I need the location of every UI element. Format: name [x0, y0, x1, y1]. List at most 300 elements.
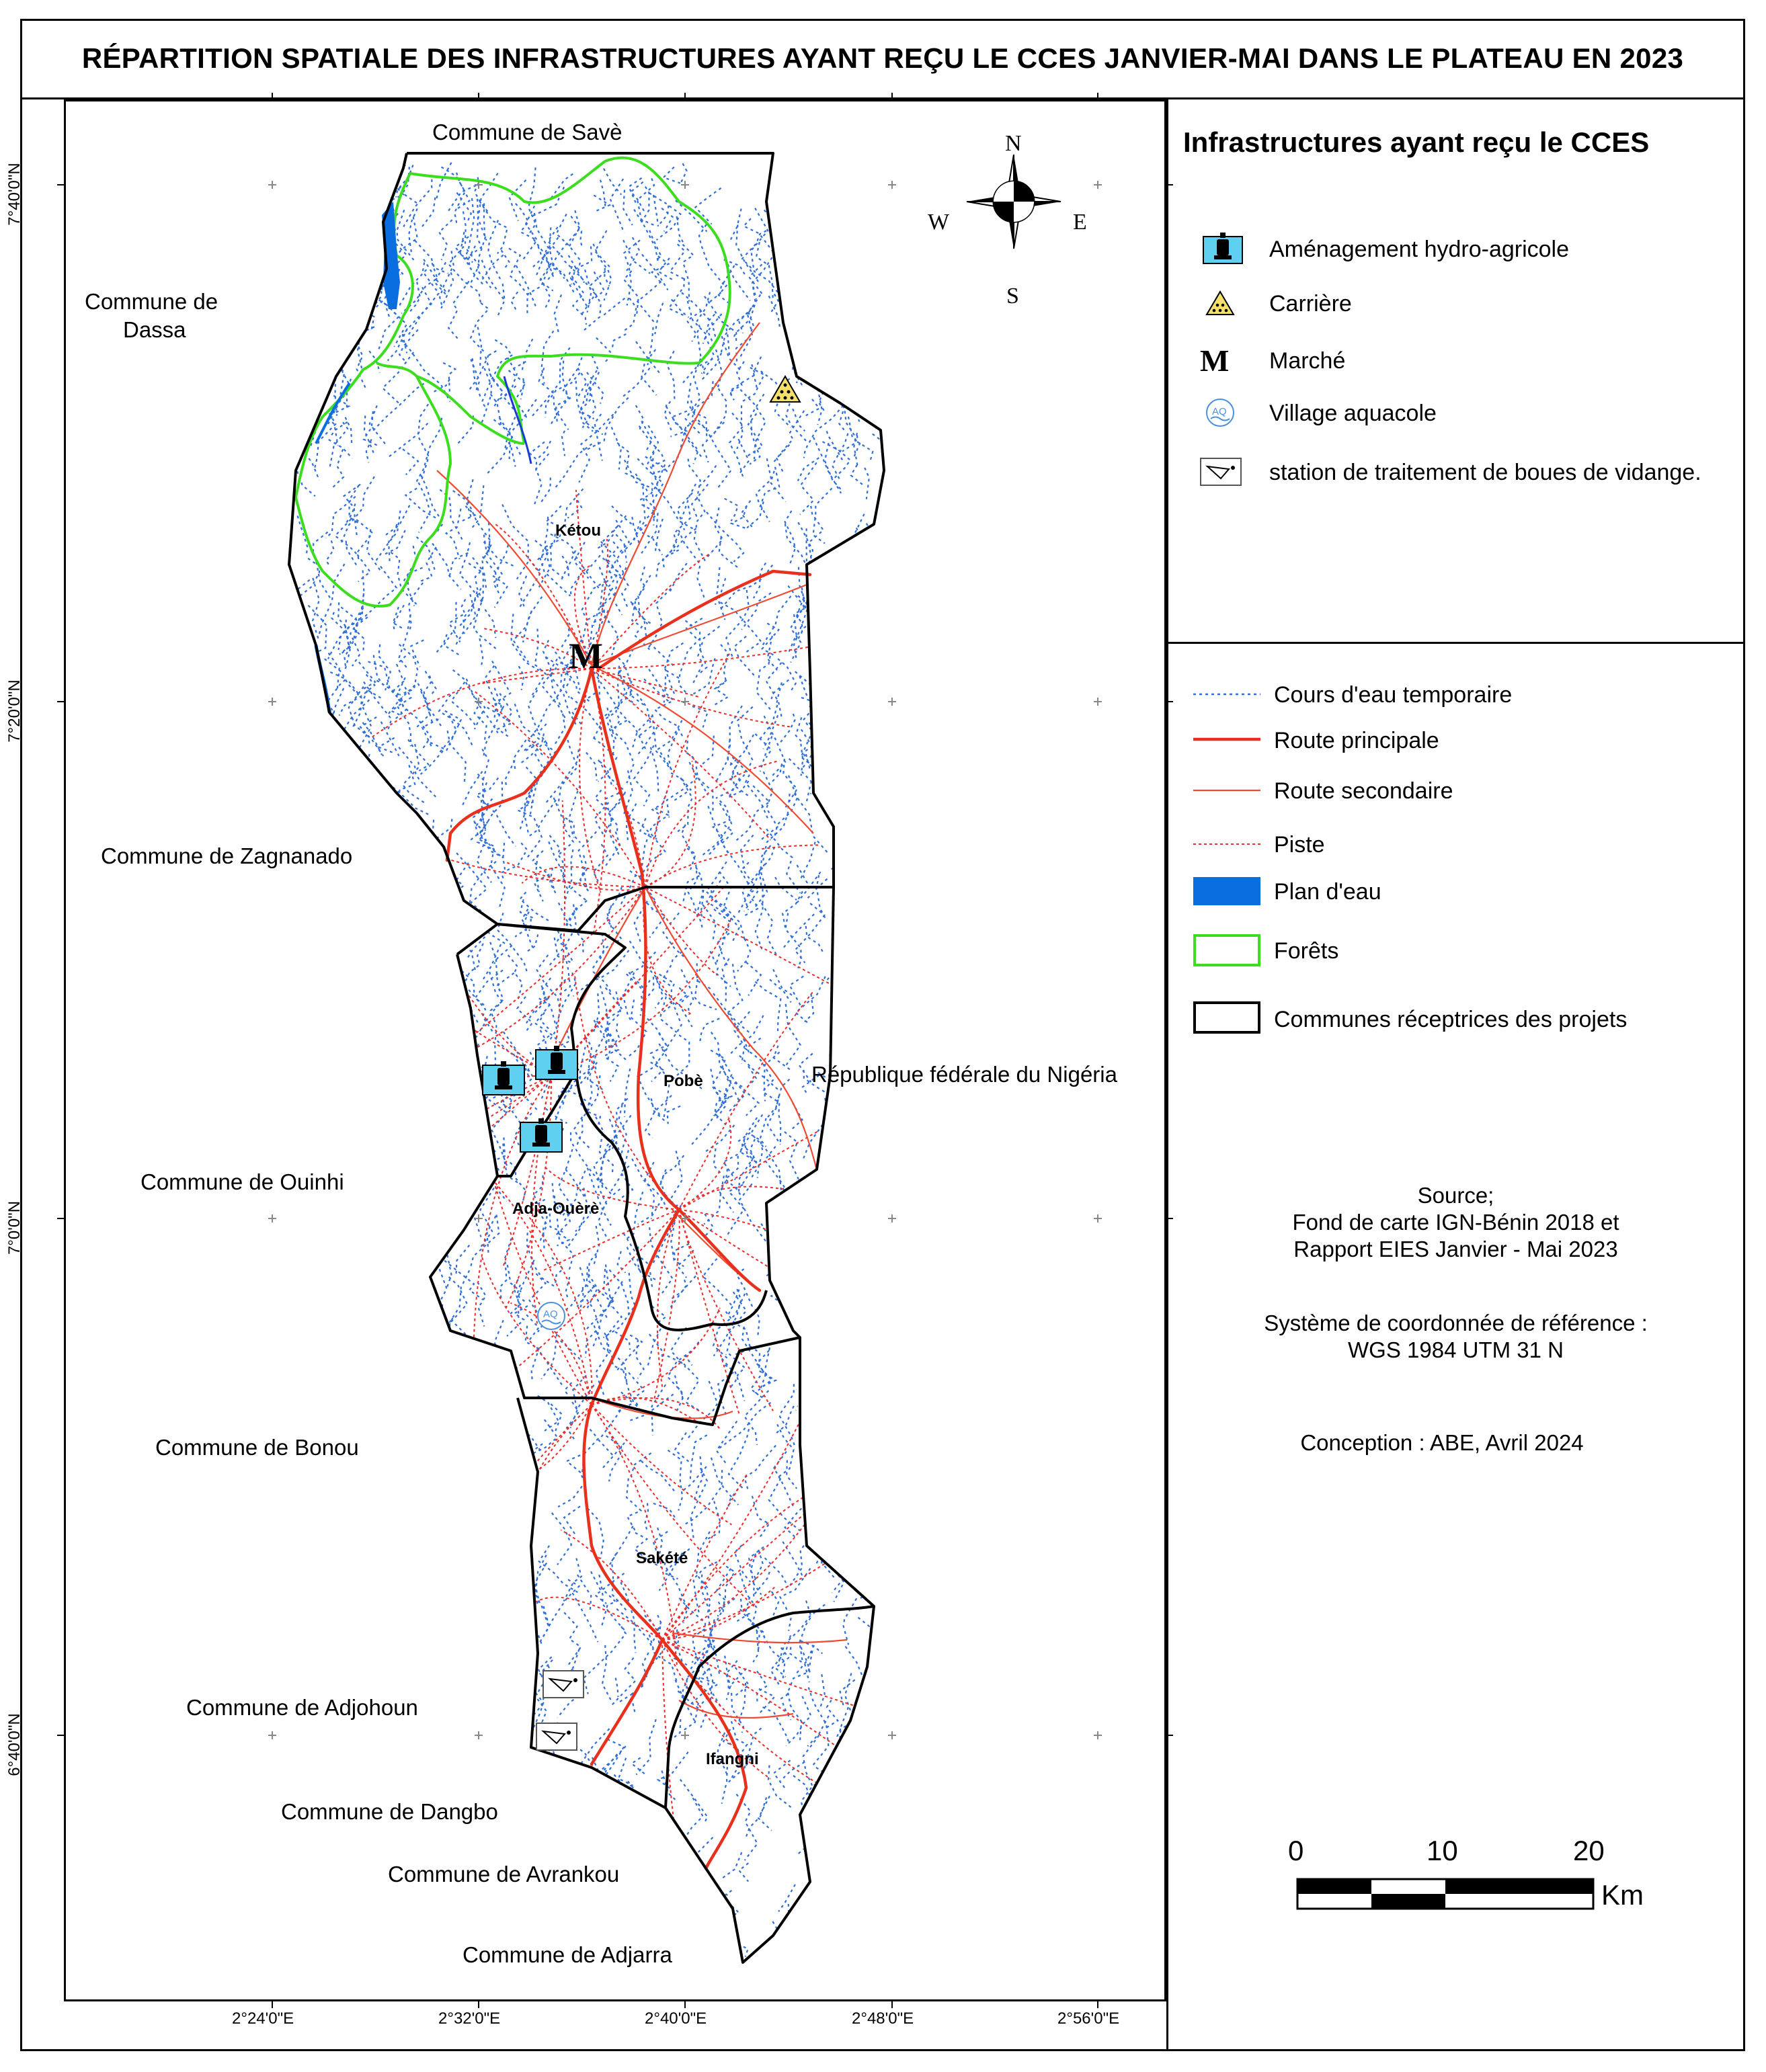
- conception: Conception : ABE, Avril 2024: [1300, 1430, 1584, 1455]
- lat-label-7-20: 7°20'0"N: [5, 679, 24, 743]
- stream-segment: [632, 1872, 653, 1903]
- stream-segment: [817, 270, 844, 304]
- stream-segment: [292, 362, 305, 401]
- stream-segment: [800, 1405, 819, 1446]
- stream-segment: [858, 684, 880, 746]
- stream-segment: [796, 1261, 823, 1332]
- stream-segment: [321, 755, 349, 811]
- stream-segment: [391, 823, 408, 858]
- stream-segment: [315, 165, 337, 223]
- stream-segment: [824, 175, 832, 194]
- stream-segment: [463, 1375, 499, 1433]
- stream-segment: [327, 233, 353, 289]
- crs-line2: WGS 1984 UTM 31 N: [1348, 1337, 1564, 1362]
- stream-segment: [807, 1400, 824, 1424]
- stream-segment: [837, 329, 856, 367]
- stream-segment: [851, 1844, 867, 1899]
- lat-label-7-40: 7°40'0"N: [5, 163, 24, 226]
- stream-segment: [813, 587, 830, 640]
- stream-segment: [834, 247, 840, 281]
- source-line2: Fond de carte IGN-Bénin 2018 et: [1292, 1210, 1619, 1235]
- stream-segment: [278, 209, 298, 249]
- legend-label-secondary-road: Route secondaire: [1274, 778, 1453, 804]
- stream-segment: [832, 284, 839, 308]
- stream-segment: [825, 1768, 840, 1820]
- stream-segment: [821, 1924, 858, 1976]
- north-arrow-s: S: [1006, 284, 1019, 308]
- stream-segment: [419, 985, 444, 1039]
- stream-segment: [871, 735, 881, 794]
- graticule-cross: [1094, 1731, 1102, 1739]
- stream-segment: [803, 1336, 813, 1375]
- label-commune-bonou: Commune de Bonou: [155, 1435, 359, 1460]
- legend-label-quarry: Carrière: [1269, 291, 1352, 317]
- stream-segment: [809, 1234, 811, 1278]
- stream-segment: [368, 181, 378, 212]
- aquaculture-label: AQ: [1212, 406, 1227, 417]
- legend-label-water: Plan d'eau: [1274, 879, 1381, 905]
- sludge-station-icon: [543, 1671, 584, 1698]
- north-arrow-n: N: [1005, 131, 1022, 156]
- stream-segment: [468, 1376, 485, 1398]
- graticule-cross: [888, 181, 896, 189]
- stream-segment: [313, 813, 326, 839]
- stream-segment: [719, 1957, 745, 2014]
- stream-segment: [840, 787, 850, 812]
- stream-segment: [278, 702, 302, 722]
- stream-segment: [815, 1391, 826, 1428]
- lon-label-2-24: 2°24'0"E: [232, 2009, 294, 2028]
- lon-label-2-48: 2°48'0"E: [852, 2009, 914, 2028]
- stream-segment: [821, 292, 834, 332]
- stream-segment: [301, 163, 325, 192]
- stream-segment: [831, 645, 880, 691]
- quarry-icon: [1207, 292, 1234, 315]
- stream-segment: [867, 216, 883, 303]
- stream-segment: [318, 341, 335, 382]
- stream-segment: [844, 339, 860, 384]
- stream-segment: [323, 249, 327, 300]
- stream-segment: [553, 1884, 571, 1935]
- stream-segment: [321, 282, 346, 312]
- legend-water-swatch: [1193, 877, 1260, 905]
- stream-segment: [798, 1903, 828, 1930]
- stream-segment: [793, 1313, 813, 1359]
- stream-segment: [868, 683, 881, 724]
- stream-segment: [320, 235, 350, 284]
- stream-segment: [849, 1723, 872, 1776]
- stream-segment: [821, 604, 840, 640]
- label-ketou: Kétou: [555, 522, 601, 540]
- stream-segment: [456, 1177, 467, 1209]
- stream-segment: [835, 321, 849, 370]
- north-arrow: [967, 155, 1061, 249]
- stream-segment: [311, 897, 337, 943]
- stream-segment: [841, 763, 858, 802]
- label-commune-dassa-line2: Dassa: [123, 317, 186, 342]
- label-adja-ouere: Adja-Ouèrè: [512, 1200, 600, 1218]
- market-icon: M: [1200, 343, 1230, 378]
- scale-unit: Km: [1601, 1879, 1644, 1911]
- stream-segment: [546, 1773, 562, 1828]
- graticule-cross: [268, 1731, 276, 1739]
- stream-segment: [840, 895, 862, 943]
- stream-segment: [828, 1260, 857, 1312]
- stream-segment: [431, 1184, 441, 1231]
- stream-segment: [292, 356, 313, 397]
- stream-segment: [697, 1961, 715, 2013]
- stream-segment: [812, 571, 828, 595]
- lon-label-2-40: 2°40'0"E: [645, 2009, 707, 2028]
- stream-segment: [795, 276, 816, 308]
- stream-segment: [858, 1933, 871, 1971]
- stream-segment: [582, 1770, 606, 1817]
- stream-segment: [858, 583, 873, 620]
- map-title: RÉPARTITION SPATIALE DES INFRASTRUCTURES AYANT REÇU LE CCES JANVIER-MAI DANS LE PLATEAU EN 2023: [81, 42, 1684, 74]
- scale-bar: [1297, 1879, 1593, 1909]
- market-icon: M: [569, 636, 603, 676]
- stream-segment: [805, 289, 819, 316]
- label-commune-dassa-line1: Commune de: [85, 289, 218, 314]
- stream-segment: [854, 563, 867, 585]
- stream-segment: [303, 766, 312, 816]
- label-sakete: Sakété: [636, 1549, 688, 1567]
- stream-segment: [789, 317, 804, 347]
- stream-segment: [346, 879, 361, 911]
- stream-segment: [320, 192, 348, 249]
- stream-segment: [313, 863, 334, 919]
- stream-segment: [854, 1943, 862, 1971]
- stream-segment: [713, 1956, 727, 1983]
- stream-segment: [806, 323, 838, 378]
- stream-segment: [424, 948, 440, 973]
- stream-segment: [380, 890, 395, 924]
- label-commune-adjohoun: Commune de Adjohoun: [186, 1695, 418, 1720]
- stream-segment: [434, 1101, 453, 1169]
- hydro-agricole-icon: [536, 1046, 577, 1079]
- stream-segment: [833, 811, 858, 851]
- stream-segment: [314, 882, 334, 932]
- stream-segment: [547, 1907, 568, 1928]
- stream-segment: [698, 1940, 702, 1975]
- stream-segment: [832, 1940, 862, 1985]
- stream-segment: [837, 1821, 869, 1885]
- stream-segment: [855, 569, 858, 600]
- stream-segment: [840, 880, 862, 911]
- stream-segment: [336, 177, 366, 208]
- lon-label-2-32: 2°32'0"E: [438, 2009, 501, 2028]
- stream-segment: [846, 191, 868, 233]
- source-line3: Rapport EIES Janvier - Mai 2023: [1293, 1237, 1618, 1261]
- stream-segment: [813, 280, 847, 319]
- stream-segment: [548, 1828, 555, 1848]
- sludge-station-icon: [536, 1723, 577, 1750]
- stream-segment: [774, 194, 787, 212]
- stream-segment: [856, 1824, 867, 1851]
- stream-segment: [856, 575, 875, 618]
- stream-segment: [823, 737, 838, 769]
- legend-label-streams: Cours d'eau temporaire: [1274, 682, 1513, 708]
- stream-segment: [784, 1260, 800, 1302]
- stream-segment: [319, 218, 344, 257]
- stream-segment: [317, 231, 337, 286]
- scale-tick-0: 0: [1288, 1835, 1304, 1866]
- stream-segment: [332, 768, 347, 784]
- stream-segment: [302, 817, 317, 843]
- stream-segment: [458, 1105, 472, 1175]
- stream-segment: [805, 1417, 819, 1460]
- legend-label-main-road: Route principale: [1274, 728, 1439, 753]
- stream-segment: [317, 870, 344, 932]
- stream-segment: [814, 1850, 832, 1905]
- graticule-cross: [268, 181, 276, 189]
- stream-segment: [290, 374, 298, 395]
- stream-segment: [510, 1739, 530, 1797]
- stream-segment: [323, 892, 334, 921]
- stream-segment: [518, 1960, 548, 2017]
- stream-segment: [618, 1899, 643, 1947]
- stream-segment: [819, 753, 822, 769]
- stream-segment: [787, 178, 810, 247]
- stream-segment: [437, 1046, 453, 1079]
- stream-segment: [304, 735, 329, 797]
- scale-tick-10: 10: [1427, 1835, 1458, 1866]
- legend-label-forest: Forêts: [1274, 938, 1339, 964]
- stream-segment: [306, 188, 319, 235]
- stream-segment: [325, 730, 348, 766]
- stream-segment: [796, 1340, 813, 1410]
- stream-segment: [832, 253, 852, 321]
- stream-segment: [816, 323, 831, 375]
- stream-segment: [382, 893, 397, 942]
- stream-segment: [556, 1795, 577, 1856]
- stream-segment: [855, 1877, 872, 1908]
- stream-segment: [863, 1915, 879, 1958]
- graticule-cross: [888, 698, 896, 706]
- stream-segment: [836, 1922, 849, 1973]
- stream-segment: [295, 171, 305, 233]
- stream-segment: [813, 702, 834, 745]
- stream-segment: [288, 325, 306, 372]
- stream-segment: [334, 893, 346, 948]
- graticule-cross: [1094, 181, 1102, 189]
- stream-segment: [327, 204, 340, 237]
- stream-segment: [856, 237, 866, 276]
- lat-label-7-00: 7°0'0"N: [5, 1200, 24, 1255]
- label-nigeria: République fédérale du Nigéria: [811, 1062, 1117, 1087]
- stream-segment: [292, 365, 307, 397]
- stream-segment: [844, 871, 848, 895]
- stream-segment: [816, 649, 835, 704]
- stream-segment: [788, 267, 806, 320]
- hydro-agricole-icon: [520, 1118, 562, 1152]
- stream-segment: [865, 649, 875, 671]
- stream-segment: [801, 321, 828, 335]
- stream-segment: [801, 299, 815, 343]
- label-commune-avrankou: Commune de Avrankou: [388, 1862, 620, 1887]
- stream-segment: [300, 663, 312, 705]
- stream-segment: [363, 772, 376, 816]
- stream-segment: [865, 853, 872, 895]
- stream-segment: [838, 181, 875, 226]
- stream-segment: [300, 286, 311, 329]
- stream-segment: [783, 1188, 805, 1225]
- stream-segment: [589, 1878, 599, 1940]
- stream-segment: [631, 1860, 652, 1895]
- stream-segment: [698, 1923, 702, 1969]
- stream-segment: [454, 1067, 471, 1126]
- stream-segment: [307, 285, 323, 331]
- north-arrow-w: W: [928, 210, 950, 235]
- stream-segment: [829, 1487, 846, 1558]
- stream-segment: [456, 1352, 477, 1417]
- stream-segment: [850, 1863, 860, 1915]
- stream-segment: [858, 875, 873, 903]
- stream-segment: [431, 1175, 447, 1202]
- stream-segment: [484, 1353, 510, 1392]
- stream-segment: [639, 1965, 658, 2040]
- stream-segment: [774, 1220, 803, 1257]
- stream-segment: [445, 1382, 460, 1448]
- stream-segment: [813, 702, 828, 727]
- north-arrow-e: E: [1073, 210, 1087, 235]
- stream-segment: [817, 1200, 832, 1263]
- stream-segment: [311, 227, 321, 272]
- stream-segment: [300, 745, 312, 800]
- stream-segment: [319, 813, 340, 827]
- stream-segment: [848, 270, 876, 315]
- stream-segment: [859, 1554, 876, 1599]
- stream-segment: [834, 186, 850, 216]
- stream-segment: [858, 1911, 882, 1944]
- stream-segment: [870, 552, 883, 601]
- stream-segment: [856, 1880, 877, 1942]
- graticule-cross: [1094, 1214, 1102, 1223]
- label-commune-ouinhi: Commune de Ouinhi: [141, 1169, 344, 1194]
- stream-segment: [369, 800, 380, 836]
- stream-segment: [715, 1952, 727, 2000]
- stream-segment: [677, 1962, 692, 1979]
- stream-segment: [867, 224, 878, 246]
- stream-segment: [820, 759, 836, 790]
- stream-segment: [310, 276, 340, 317]
- stream-segment: [812, 655, 840, 683]
- stream-segment: [839, 720, 845, 746]
- stream-segment: [846, 301, 861, 339]
- stream-segment: [814, 1239, 840, 1284]
- stream-segment: [431, 950, 458, 995]
- stream-segment: [454, 1376, 479, 1428]
- stream-segment: [872, 1862, 885, 1890]
- crs-line1: Système de coordonnée de référence :: [1264, 1311, 1648, 1335]
- stream-segment: [795, 266, 810, 306]
- stream-segment: [781, 183, 797, 222]
- stream-segment: [856, 1525, 880, 1577]
- graticule-cross: [268, 698, 276, 706]
- stream-segment: [867, 524, 889, 585]
- stream-segment: [782, 185, 797, 242]
- stream-segment: [426, 1403, 450, 1468]
- hydro-agricole-icon: [1203, 233, 1242, 263]
- stream-segment: [823, 749, 835, 819]
- stream-segment: [313, 178, 319, 205]
- stream-segment: [344, 807, 354, 830]
- stream-segment: [280, 867, 307, 886]
- graticule-cross: [888, 1731, 896, 1739]
- legend-label-aquaculture: Village aquacole: [1269, 401, 1437, 426]
- stream-segment: [729, 1962, 751, 2006]
- stream-segment: [842, 280, 863, 302]
- stream-segment: [833, 306, 852, 379]
- stream-segment: [850, 181, 879, 236]
- stream-segment: [842, 874, 856, 908]
- stream-segment: [810, 335, 852, 376]
- stream-segment: [704, 1909, 727, 1979]
- stream-segment: [823, 238, 837, 287]
- stream-segment: [861, 800, 887, 847]
- stream-segment: [735, 1962, 750, 2007]
- stream-segment: [798, 1274, 807, 1305]
- stream-segment: [666, 1882, 684, 1924]
- stream-segment: [819, 647, 837, 712]
- stream-segment: [825, 565, 848, 618]
- graticule-cross: [475, 1731, 483, 1739]
- stream-segment: [842, 752, 854, 817]
- stream-segment: [352, 261, 368, 276]
- stream-segment: [509, 1524, 528, 1572]
- stream-segment: [803, 1488, 832, 1536]
- stream-segment: [325, 748, 344, 782]
- stream-segment: [300, 413, 308, 442]
- stream-segment: [664, 1833, 686, 1864]
- stream-segment: [787, 197, 803, 214]
- legend-forest-swatch: [1195, 936, 1259, 965]
- stream-segment: [317, 884, 329, 944]
- legend-label-sludge-station: station de traitement de boues de vidange.: [1269, 460, 1701, 485]
- stream-segment: [577, 1884, 601, 1932]
- stream-segment: [820, 1849, 834, 1884]
- stream-segment: [828, 1087, 843, 1142]
- stream-segment: [448, 1403, 475, 1435]
- label-commune-adjarra: Commune de Adjarra: [463, 1942, 672, 1967]
- legend-title: Infrastructures ayant reçu le CCES: [1183, 126, 1650, 158]
- stream-segment: [834, 225, 848, 280]
- scale-tick-20: 20: [1573, 1835, 1605, 1866]
- stream-segment: [350, 792, 378, 862]
- stream-segment: [449, 1073, 467, 1098]
- stream-segment: [849, 769, 851, 796]
- stream-segment: [818, 1918, 834, 1972]
- legend-label-communes: Communes réceptrices des projets: [1274, 1007, 1628, 1032]
- stream-segment: [834, 193, 853, 238]
- stream-segment: [864, 1738, 875, 1763]
- stream-segment: [793, 241, 803, 286]
- stream-segment: [805, 1307, 842, 1370]
- stream-segment: [435, 1042, 464, 1087]
- stream-segment: [802, 323, 817, 386]
- graticule-cross: [888, 1214, 896, 1223]
- stream-segment: [850, 291, 864, 322]
- label-commune-dangbo: Commune de Dangbo: [281, 1799, 498, 1824]
- stream-segment: [439, 1016, 452, 1059]
- stream-segment: [686, 1886, 692, 1911]
- label-commune-save: Commune de Savè: [432, 120, 623, 144]
- stream-segment: [836, 790, 854, 851]
- stream-segment: [366, 837, 385, 866]
- stream-segment: [596, 1887, 606, 1917]
- stream-segment: [443, 1401, 476, 1455]
- stream-segment: [818, 1820, 840, 1886]
